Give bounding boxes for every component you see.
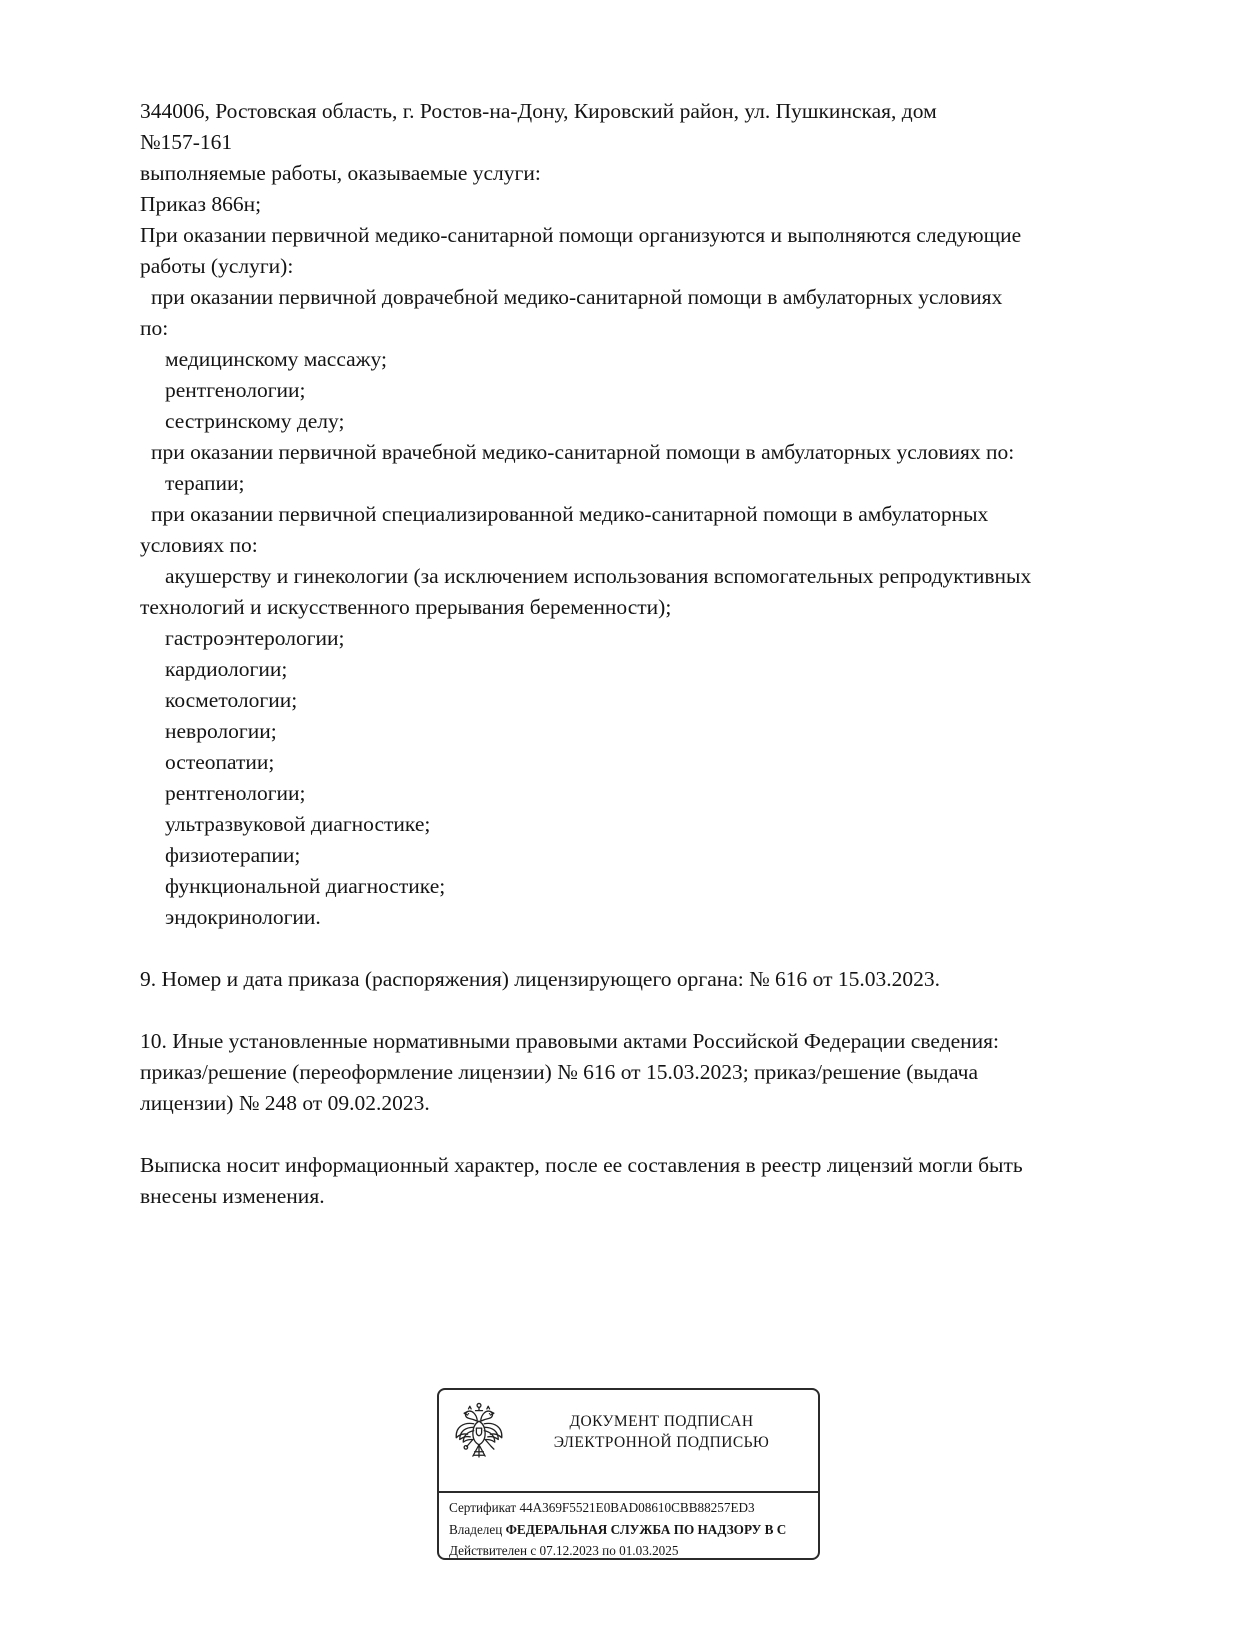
- certificate-label: Сертификат: [449, 1500, 517, 1515]
- signature-stamp: [437, 1388, 820, 1560]
- text-line: при оказании первичной врачебной медико-санитарной помощи в амбулаторных условиях по:: [151, 440, 1015, 464]
- text-line: косметологии;: [165, 688, 298, 712]
- text-line: акушерству и гинекологии (за исключением использования вспомогательных репродуктивных: [165, 564, 1032, 588]
- certificate-value: 44A369F5521E0BAD08610CBB88257ED3: [519, 1500, 755, 1515]
- text-line: гастроэнтерологии;: [165, 626, 345, 650]
- text-line: по:: [140, 316, 169, 340]
- stamp-title: [513, 1401, 810, 1453]
- text-line: медицинскому массажу;: [165, 347, 387, 371]
- text-line: эндокринологии.: [165, 905, 321, 929]
- text-line: условиях по:: [140, 533, 258, 557]
- text-line: приказ/решение (переоформление лицензии) № 616 от 15.03.2023; приказ/решение (выдача: [140, 1060, 978, 1084]
- text-line: ультразвуковой диагностике;: [165, 812, 431, 836]
- text-line: 9. Номер и дата приказа (распоряжения) лицензирующего органа: № 616 от 15.03.2023.: [140, 967, 941, 991]
- document-body: [140, 96, 1160, 1212]
- validity-row: Действителен с 07.12.2023 по 01.03.2025: [449, 1543, 679, 1558]
- text-line: Приказ 866н;: [140, 192, 262, 216]
- text-line: при оказании первичной специализированной медико-санитарной помощи в амбулаторных: [151, 502, 989, 526]
- text-line: работы (услуги):: [140, 254, 294, 278]
- text-line: выполняемые работы, оказываемые услуги:: [140, 161, 541, 185]
- owner-label: Владелец: [449, 1521, 503, 1537]
- text-line: остеопатии;: [165, 750, 275, 774]
- text-line: №157-161: [140, 130, 233, 154]
- text-line: при оказании первичной доврачебной медико-санитарной помощи в амбулаторных условиях: [151, 285, 1003, 309]
- text-line: терапии;: [165, 471, 245, 495]
- owner-row: [449, 1519, 818, 1541]
- stamp-title-line-1: ДОКУМЕНТ ПОДПИСАН: [569, 1413, 754, 1430]
- stamp-title-line-2: ЭЛЕКТРОННОЙ ПОДПИСЬЮ: [553, 1434, 770, 1451]
- text-line: кардиологии;: [165, 657, 288, 681]
- text-line: При оказании первичной медико-санитарной помощи организуются и выполняются следующие: [140, 223, 1022, 247]
- text-line: внесены изменения.: [140, 1184, 325, 1208]
- certificate-row: [449, 1497, 818, 1519]
- text-line: Выписка носит информационный характер, после ее составления в реестр лицензий могли быть: [140, 1153, 1023, 1177]
- stamp-header: [439, 1390, 818, 1491]
- coat-of-arms-icon: [451, 1401, 507, 1469]
- text-line: 10. Иные установленные нормативными правовыми актами Российской Федерации сведения:: [140, 1029, 999, 1053]
- text-line: рентгенологии;: [165, 781, 306, 805]
- text-line: функциональной диагностике;: [165, 874, 446, 898]
- text-line: неврологии;: [165, 719, 277, 743]
- stamp-details: [439, 1491, 818, 1560]
- text-line: 344006, Ростовская область, г. Ростов-на-Дону, Кировский район, ул. Пушкинская, дом: [140, 99, 937, 123]
- text-line: технологий и искусственного прерывания беременности);: [140, 595, 672, 619]
- text-line: сестринскому делу;: [165, 409, 345, 433]
- text-line: рентгенологии;: [165, 378, 306, 402]
- text-line: лицензии) № 248 от 09.02.2023.: [140, 1091, 430, 1115]
- text-line: физиотерапии;: [165, 843, 301, 867]
- owner-value: ФЕДЕРАЛЬНАЯ СЛУЖБА ПО НАДЗОРУ В С: [505, 1521, 787, 1537]
